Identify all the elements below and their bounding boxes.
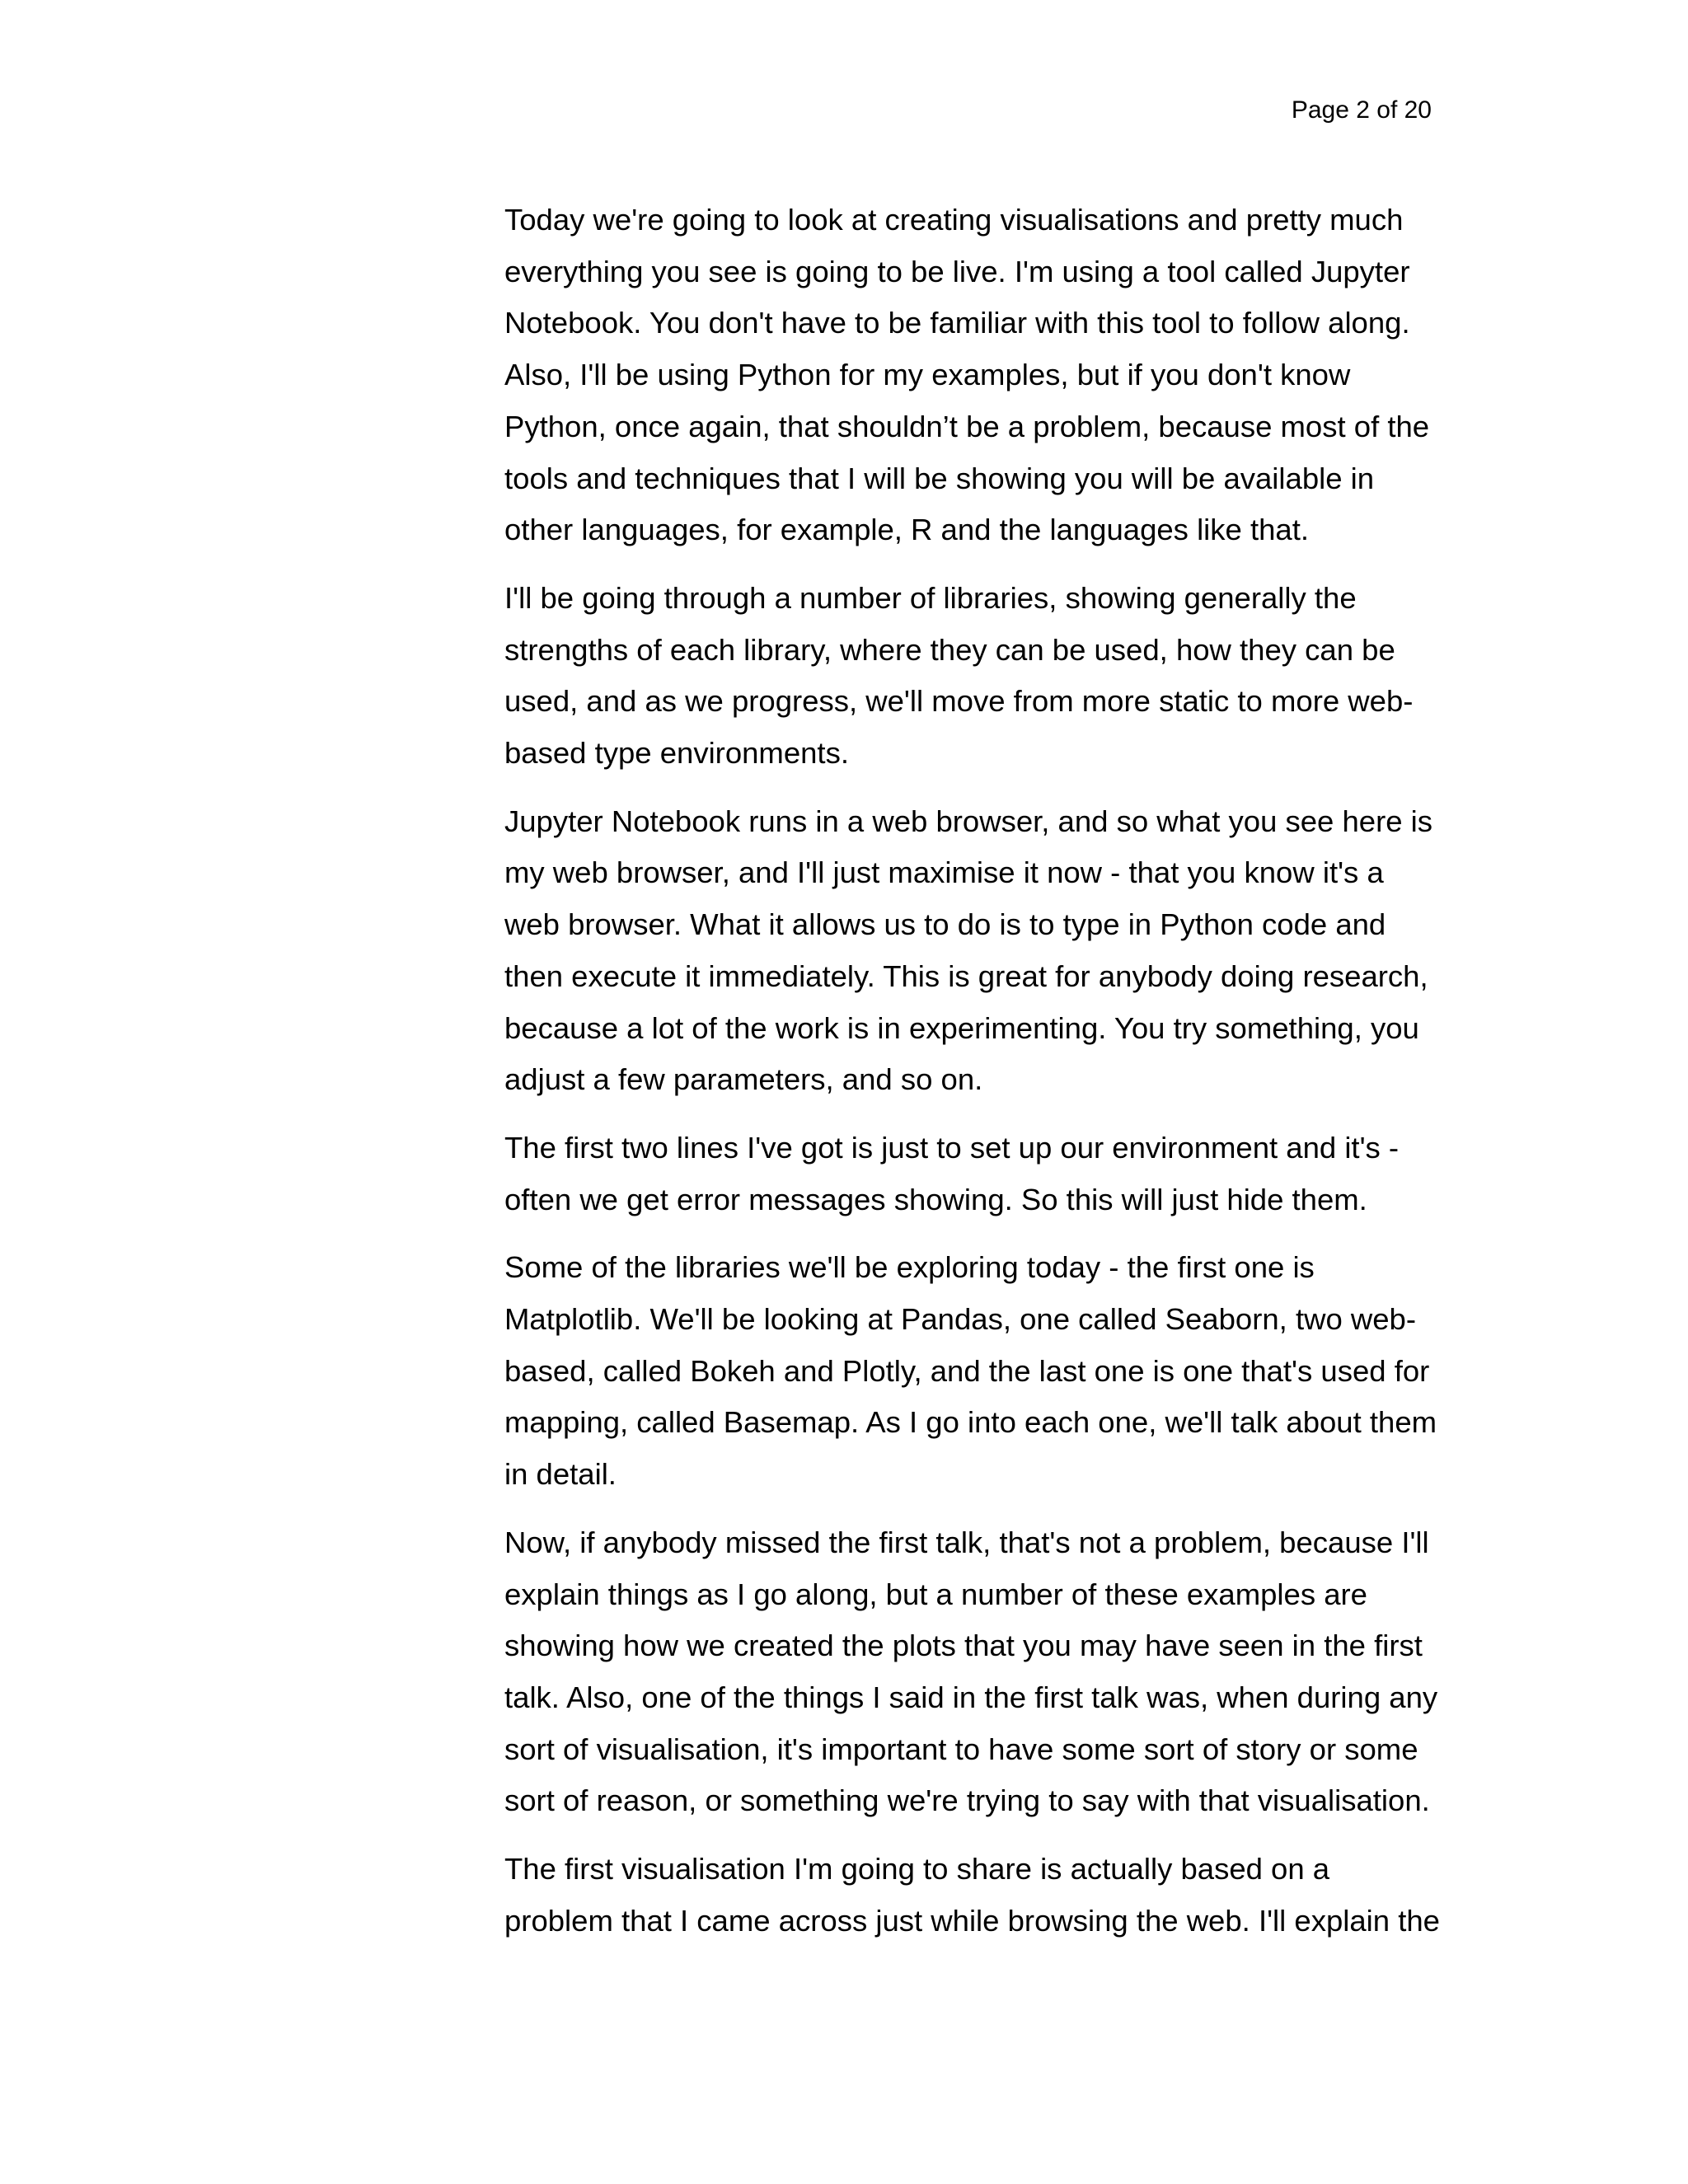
text-line: because a lot of the work is in experimenting. You try something, you — [504, 1010, 1419, 1045]
text-line: adjust a few parameters, and so on. — [504, 1062, 983, 1097]
text-line: The first two lines I've got is just to set up our environment and it's - — [504, 1130, 1400, 1165]
text-line: I'll be going through a number of libraries, showing generally the — [504, 580, 1357, 615]
text-line: sort of visualisation, it's important to have some sort of story or some — [504, 1732, 1418, 1766]
text-line: based type environments. — [504, 736, 849, 771]
text-line: tools and techniques that I will be showing you will be available in — [504, 461, 1375, 495]
paragraph-3 — [504, 796, 1451, 1106]
text-line: The first visualisation I'm going to share is actually based on a — [504, 1852, 1330, 1886]
page-number: Page 2 of 20 — [1291, 96, 1432, 124]
text-line: often we get error messages showing. So this will just hide them. — [504, 1182, 1367, 1216]
text-line: my web browser, and I'll just maximise it now - that you know it's a — [504, 855, 1384, 890]
text-line: web browser. What it allows us to do is to type in Python code and — [504, 907, 1386, 942]
text-line: Matplotlib. We'll be looking at Pandas, one called Seaborn, two web- — [504, 1302, 1416, 1337]
text-line: Python, once again, that shouldn’t be a problem, because most of the — [504, 409, 1430, 443]
text-line: Also, I'll be using Python for my examples, but if you don't know — [504, 358, 1351, 392]
text-line: Today we're going to look at creating visualisations and pretty much — [504, 203, 1404, 237]
text-line: everything you see is going to be live. I'm using a tool called Jupyter — [504, 254, 1410, 288]
text-line: other languages, for example, R and the languages like that. — [504, 513, 1310, 547]
text-line: problem that I came across just while browsing the web. I'll explain the — [504, 1903, 1440, 1938]
paragraph-7 — [504, 1844, 1451, 1947]
paragraph-1 — [504, 194, 1451, 556]
text-line: Now, if anybody missed the first talk, that's not a problem, because I'll — [504, 1525, 1429, 1559]
text-line: Notebook. You don't have to be familiar with this tool to follow along. — [504, 306, 1410, 340]
text-line: used, and as we progress, we'll move from more static to more web- — [504, 684, 1414, 719]
text-line: sort of reason, or something we're trying to say with that visualisation. — [504, 1783, 1430, 1818]
paragraph-2 — [504, 573, 1451, 780]
text-line: talk. Also, one of the things I said in the first talk was, when during any — [504, 1680, 1438, 1714]
text-line: based, called Bokeh and Plotly, and the last one is one that's used for — [504, 1353, 1430, 1388]
text-line: Some of the libraries we'll be exploring today - the first one is — [504, 1250, 1315, 1285]
document-body — [504, 194, 1451, 1964]
paragraph-6 — [504, 1517, 1451, 1827]
text-line: strengths of each library, where they can be used, how they can be — [504, 632, 1395, 667]
text-line: explain things as I go along, but a number of these examples are — [504, 1577, 1367, 1611]
paragraph-5 — [504, 1242, 1451, 1501]
text-line: showing how we created the plots that you may have seen in the first — [504, 1629, 1423, 1663]
paragraph-4 — [504, 1122, 1451, 1226]
text-line: in detail. — [504, 1457, 617, 1492]
text-line: then execute it immediately. This is great for anybody doing research, — [504, 958, 1428, 993]
text-line: Jupyter Notebook runs in a web browser, and so what you see here is — [504, 804, 1433, 838]
text-line: mapping, called Basemap. As I go into each one, we'll talk about them — [504, 1405, 1437, 1440]
